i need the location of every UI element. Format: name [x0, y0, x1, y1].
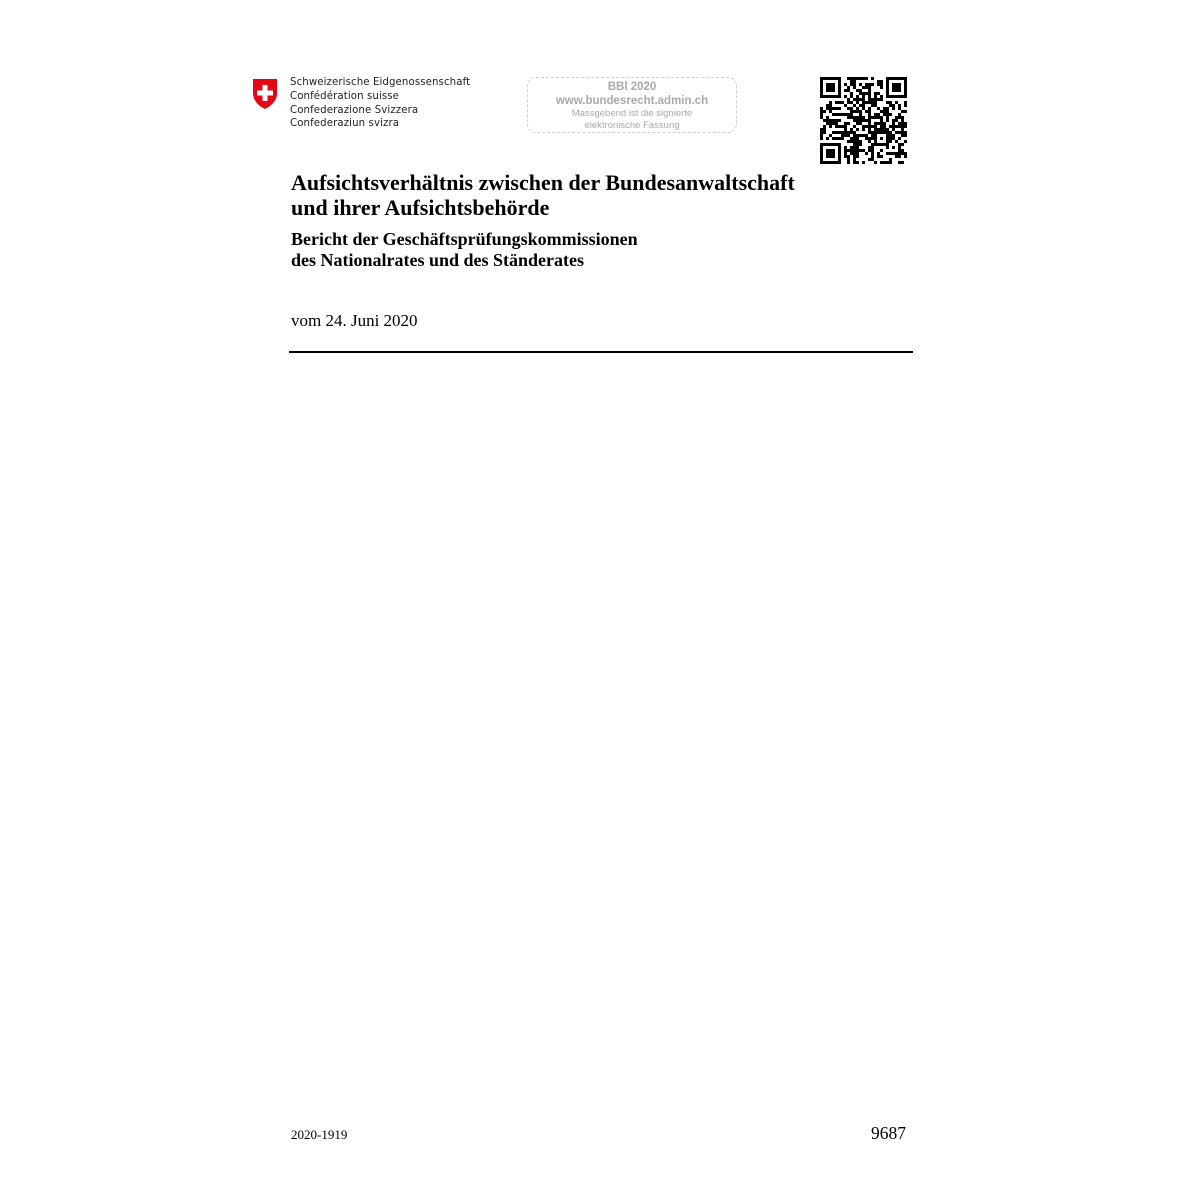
document-subtitle-line-2: des Nationalrates und des Ständerates — [291, 249, 585, 270]
page-number: 9687 — [871, 1123, 906, 1143]
federal-name-de: Schweizerische Eidgenossenschaft — [290, 77, 471, 88]
bbl-stamp — [527, 77, 737, 133]
federal-name-rm: Confederaziun svizra — [290, 118, 400, 130]
document-subtitle-line-1: Bericht der Geschäftsprüfungskommissionen — [291, 229, 638, 249]
stamp-gazette-ref: BBl 2020 — [607, 81, 657, 93]
federal-name-fr: Confédération suisse — [290, 90, 400, 102]
document-title — [291, 171, 931, 220]
document-title-line-2: und ihrer Aufsichtsbehörde — [291, 194, 550, 220]
federal-identity — [252, 76, 470, 131]
stamp-note-line-2: elektronische Fassung — [584, 120, 680, 131]
stamp-note-line-1: Massgebend ist die signierte — [571, 108, 693, 119]
document-number: 2020-1919 — [291, 1127, 348, 1142]
swiss-coat-of-arms-icon — [252, 78, 278, 110]
qr-code-icon — [820, 77, 907, 164]
document-subtitle — [291, 229, 911, 270]
report-date: vom 24. Juni 2020 — [291, 311, 418, 330]
federal-name-it: Confederazione Svizzera — [290, 104, 419, 116]
stamp-url: www.bundesrecht.admin.ch — [555, 95, 709, 107]
federal-names — [290, 76, 470, 131]
title-divider — [289, 351, 913, 353]
document-title-line-1: Aufsichtsverhältnis zwischen der Bundesanwaltschaft — [291, 170, 795, 195]
